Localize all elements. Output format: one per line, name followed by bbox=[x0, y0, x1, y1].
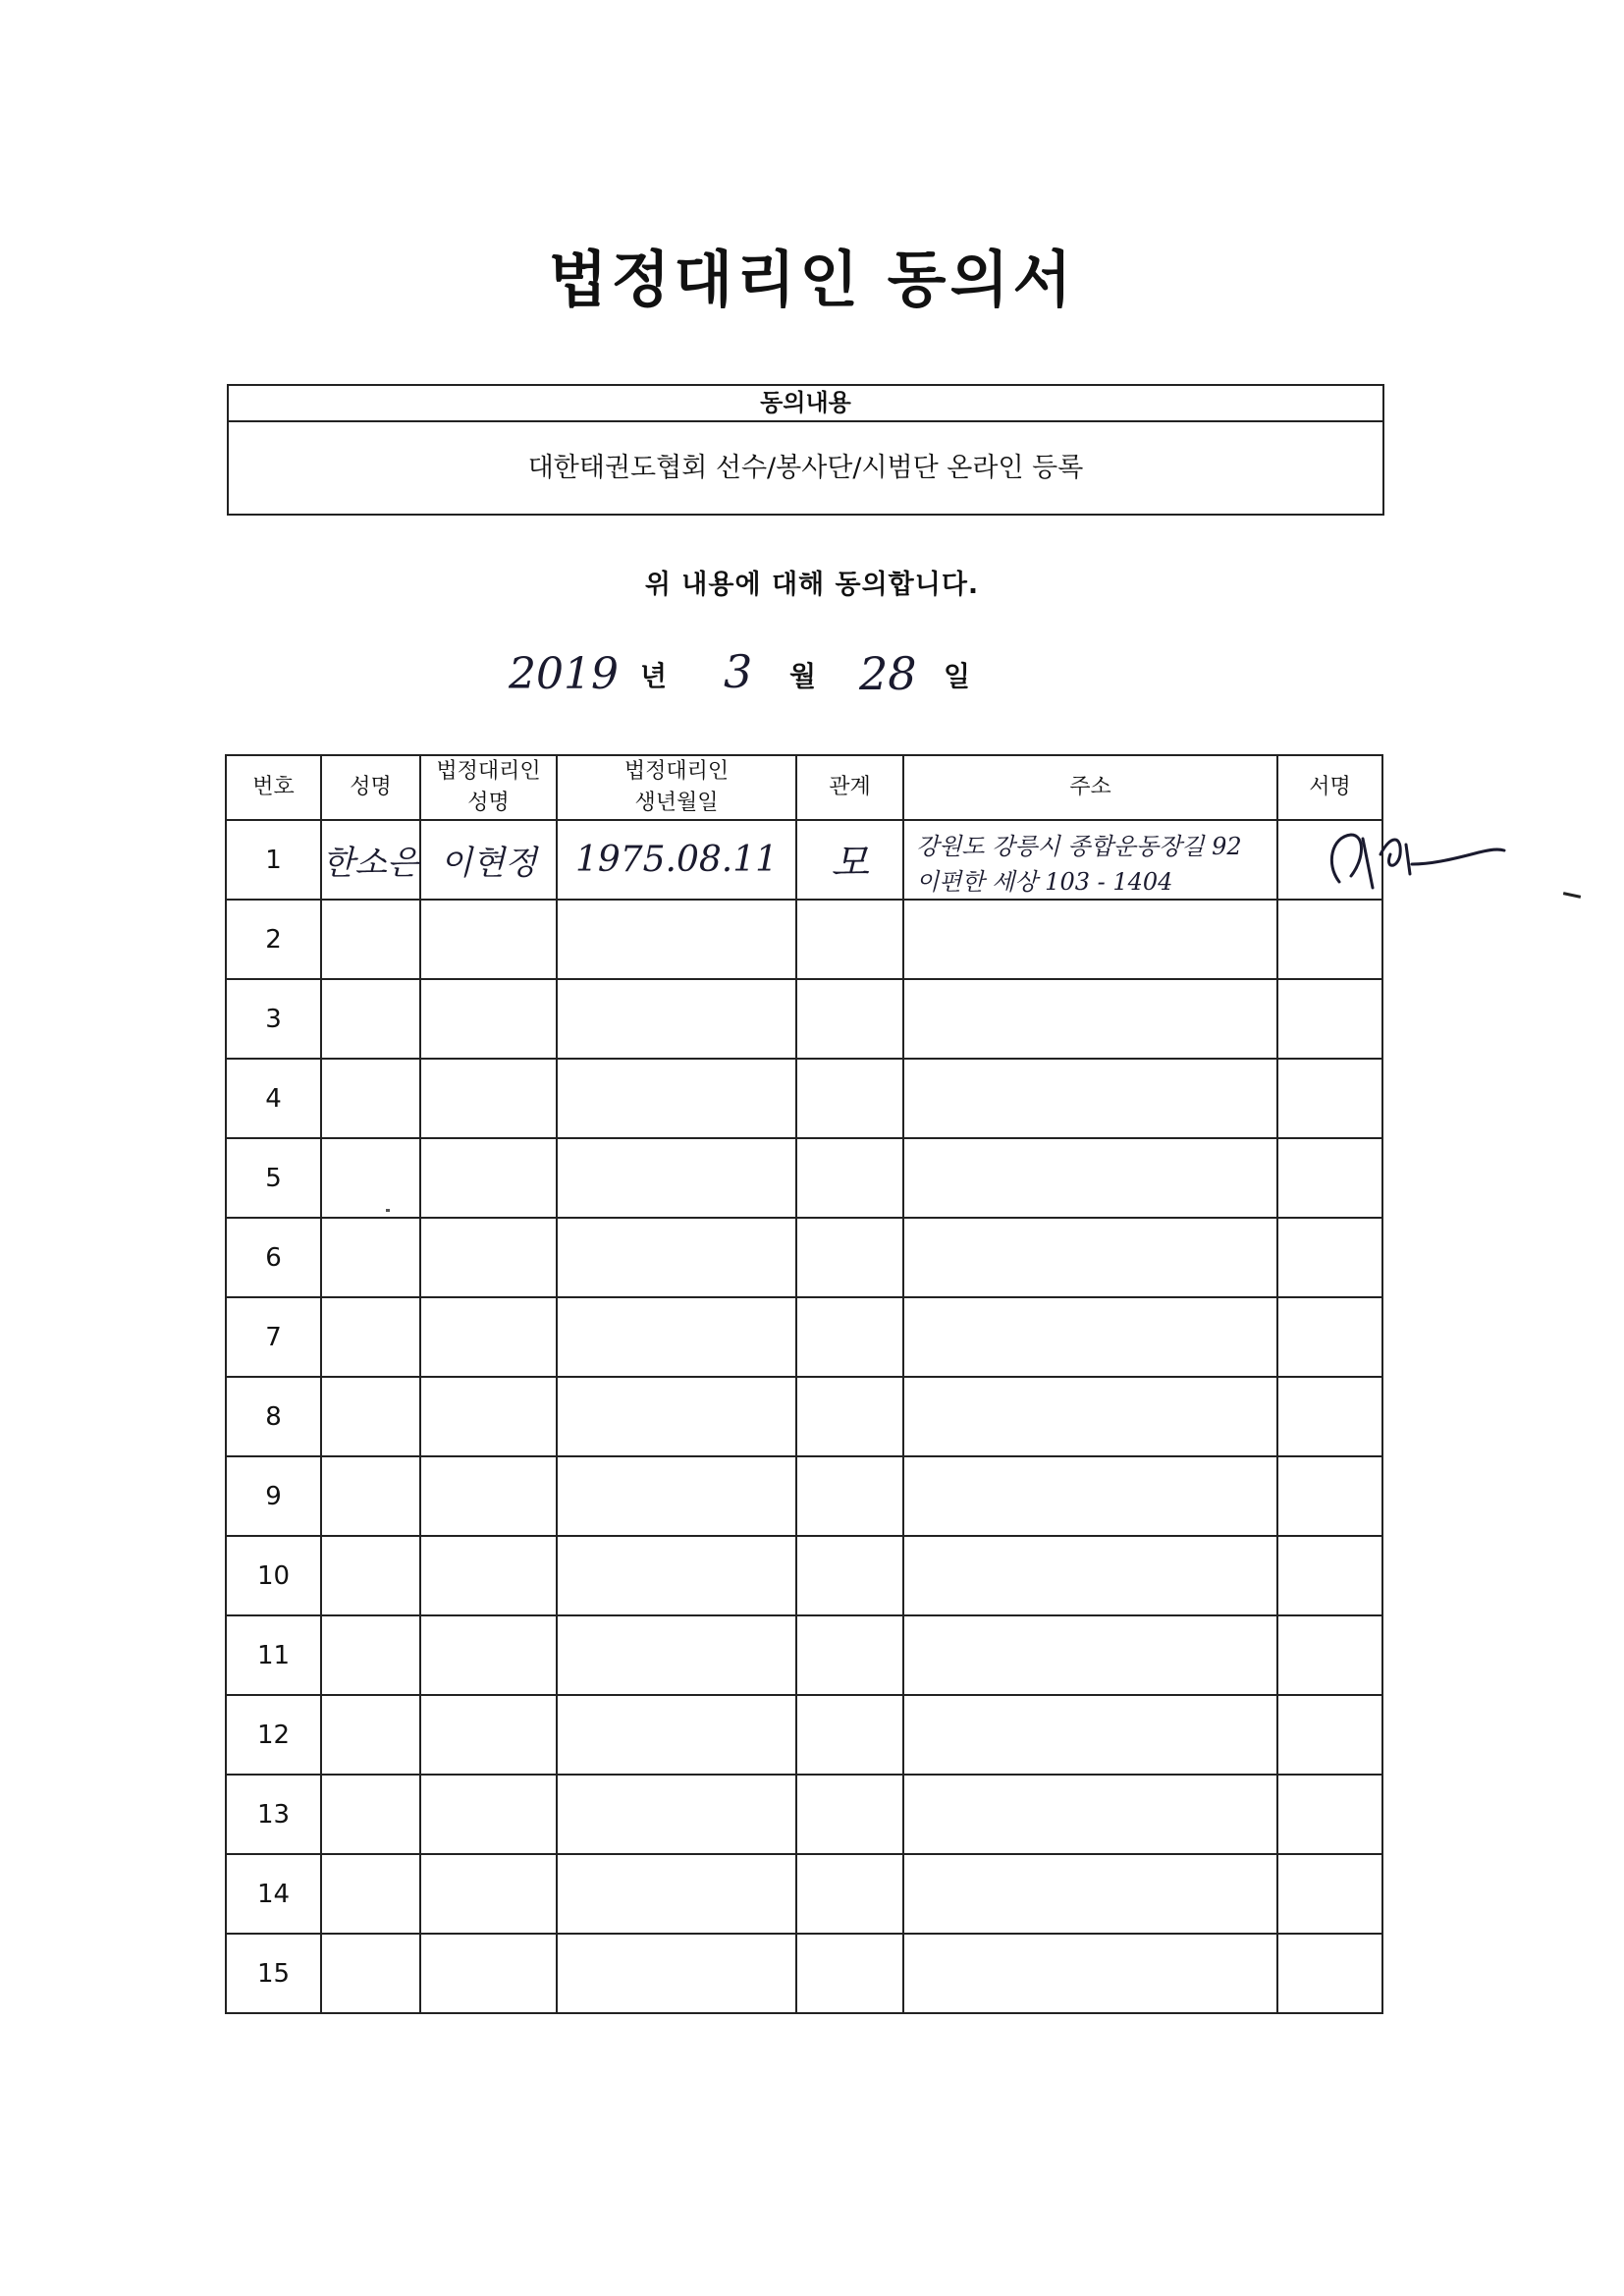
guardian-name-cell bbox=[420, 900, 557, 979]
guardian-name-cell bbox=[420, 979, 557, 1059]
guardian-dob-cell bbox=[557, 1059, 796, 1138]
guardian-dob-cell bbox=[557, 900, 796, 979]
guardian-name-cell bbox=[420, 1377, 557, 1456]
table-row bbox=[226, 1297, 1382, 1377]
table-row bbox=[226, 900, 1382, 979]
row-number: 14 bbox=[226, 1854, 321, 1934]
guardian-dob-cell bbox=[557, 1218, 796, 1297]
signature-cell bbox=[1277, 1934, 1382, 2013]
address-cell bbox=[903, 1059, 1277, 1138]
table-row bbox=[226, 1536, 1382, 1615]
guardian-dob-cell bbox=[557, 1138, 796, 1218]
table-row bbox=[226, 1456, 1382, 1536]
relation-cell bbox=[796, 1536, 903, 1615]
student-name-cell bbox=[321, 1138, 420, 1218]
guardian-name-cell bbox=[420, 1456, 557, 1536]
relation-handwritten: 모 bbox=[831, 841, 869, 886]
address-line1-handwritten: 강원도 강릉시 종합운동장길 92 bbox=[916, 833, 1242, 860]
row-number: 9 bbox=[226, 1456, 321, 1536]
guardian-dob-cell bbox=[557, 1854, 796, 1934]
date-month-unit: 월 bbox=[789, 660, 817, 692]
guardian-name-cell bbox=[420, 1934, 557, 2013]
signature-cell bbox=[1277, 1615, 1382, 1695]
header-guardian-dob-line1: 법정대리인 bbox=[623, 759, 730, 784]
date-year-handwritten: 2019 bbox=[509, 649, 619, 699]
relation-cell bbox=[796, 1138, 903, 1218]
signature-cell bbox=[1277, 1775, 1382, 1854]
guardian-name-cell bbox=[420, 820, 557, 900]
relation-cell bbox=[796, 900, 903, 979]
signature-cell bbox=[1277, 900, 1382, 979]
row-number: 3 bbox=[226, 979, 321, 1059]
address-cell bbox=[903, 1138, 1277, 1218]
consent-content-body: 대한태권도협회 선수/봉사단/시범단 온라인 등록 bbox=[527, 453, 1084, 483]
row-number: 1 bbox=[226, 820, 321, 900]
guardian-dob-cell bbox=[557, 1377, 796, 1456]
table-row bbox=[226, 1695, 1382, 1775]
header-signature: 서명 bbox=[1277, 755, 1382, 820]
guardian-dob-cell bbox=[557, 1934, 796, 2013]
header-guardian-name bbox=[420, 755, 557, 820]
student-name-cell bbox=[321, 1854, 420, 1934]
guardian-dob-cell bbox=[557, 1456, 796, 1536]
row-number: 11 bbox=[226, 1615, 321, 1695]
student-name-cell bbox=[321, 979, 420, 1059]
roster-body bbox=[226, 820, 1382, 2013]
relation-cell bbox=[796, 820, 903, 900]
address-cell bbox=[903, 1854, 1277, 1934]
date-day-unit: 일 bbox=[944, 660, 971, 692]
agreement-statement: 위 내용에 대해 동의합니다. bbox=[644, 570, 980, 600]
row-number: 6 bbox=[226, 1218, 321, 1297]
date-day-handwritten: 28 bbox=[859, 647, 917, 700]
relation-cell bbox=[796, 1775, 903, 1854]
student-name-cell bbox=[321, 1456, 420, 1536]
student-name-cell bbox=[321, 1615, 420, 1695]
address-cell bbox=[903, 979, 1277, 1059]
relation-cell bbox=[796, 1934, 903, 2013]
guardian-roster-table bbox=[225, 754, 1383, 2014]
signature-cell bbox=[1277, 1695, 1382, 1775]
signature-cell bbox=[1277, 820, 1382, 900]
guardian-name-cell bbox=[420, 1615, 557, 1695]
relation-cell bbox=[796, 1695, 903, 1775]
table-row bbox=[226, 1934, 1382, 2013]
roster-header bbox=[226, 755, 1382, 820]
signature-cell bbox=[1277, 1854, 1382, 1934]
row-number: 13 bbox=[226, 1775, 321, 1854]
guardian-name-cell bbox=[420, 1775, 557, 1854]
relation-cell bbox=[796, 1297, 903, 1377]
address-line2-handwritten: 이편한 세상 103 - 1404 bbox=[916, 868, 1173, 896]
consent-content-header: 동의내용 bbox=[229, 386, 1382, 422]
table-row bbox=[226, 979, 1382, 1059]
student-name-cell bbox=[321, 1934, 420, 2013]
table-row bbox=[226, 1218, 1382, 1297]
scan-mark bbox=[1563, 892, 1581, 899]
row-number: 15 bbox=[226, 1934, 321, 2013]
address-cell bbox=[903, 900, 1277, 979]
header-name: 성명 bbox=[321, 755, 420, 820]
student-name-handwritten: 한소은 bbox=[322, 844, 419, 883]
document-title: 법정대리인 동의서 bbox=[548, 244, 1076, 315]
relation-cell bbox=[796, 1615, 903, 1695]
student-name-cell bbox=[321, 1297, 420, 1377]
address-cell bbox=[903, 1377, 1277, 1456]
table-row bbox=[226, 1854, 1382, 1934]
row-number: 4 bbox=[226, 1059, 321, 1138]
scan-dot bbox=[386, 1209, 390, 1212]
signature-cell bbox=[1277, 1059, 1382, 1138]
guardian-name-handwritten: 이현정 bbox=[440, 844, 537, 883]
header-address: 주소 bbox=[903, 755, 1277, 820]
guardian-signature-image bbox=[1322, 825, 1508, 894]
address-cell bbox=[903, 1218, 1277, 1297]
header-guardian-dob bbox=[557, 755, 796, 820]
consent-content-box bbox=[227, 384, 1384, 516]
signature-cell bbox=[1277, 979, 1382, 1059]
address-cell bbox=[903, 1934, 1277, 2013]
row-number: 10 bbox=[226, 1536, 321, 1615]
address-cell bbox=[903, 1536, 1277, 1615]
row-number: 7 bbox=[226, 1297, 321, 1377]
address-cell bbox=[903, 1775, 1277, 1854]
address-cell bbox=[903, 1297, 1277, 1377]
table-row bbox=[226, 1615, 1382, 1695]
address-cell bbox=[903, 1695, 1277, 1775]
signature-cell bbox=[1277, 1456, 1382, 1536]
guardian-dob-cell bbox=[557, 1615, 796, 1695]
row-number: 5 bbox=[226, 1138, 321, 1218]
header-guardian-name-line2: 성명 bbox=[467, 791, 510, 815]
date-row bbox=[0, 643, 1624, 712]
signature-cell bbox=[1277, 1536, 1382, 1615]
guardian-name-cell bbox=[420, 1297, 557, 1377]
address-cell bbox=[903, 820, 1277, 900]
address-cell bbox=[903, 1456, 1277, 1536]
guardian-dob-cell bbox=[557, 979, 796, 1059]
guardian-dob-handwritten: 1975.08.11 bbox=[574, 840, 779, 880]
guardian-name-cell bbox=[420, 1059, 557, 1138]
header-relation: 관계 bbox=[796, 755, 903, 820]
signature-cell bbox=[1277, 1138, 1382, 1218]
table-row bbox=[226, 1059, 1382, 1138]
student-name-cell bbox=[321, 1695, 420, 1775]
address-cell bbox=[903, 1615, 1277, 1695]
student-name-cell bbox=[321, 820, 420, 900]
student-name-cell bbox=[321, 900, 420, 979]
guardian-name-cell bbox=[420, 1695, 557, 1775]
guardian-name-cell bbox=[420, 1218, 557, 1297]
table-row bbox=[226, 1775, 1382, 1854]
header-guardian-dob-line2: 생년월일 bbox=[634, 791, 719, 815]
student-name-cell bbox=[321, 1775, 420, 1854]
guardian-name-cell bbox=[420, 1138, 557, 1218]
date-year-unit: 년 bbox=[640, 660, 668, 692]
guardian-dob-cell bbox=[557, 820, 796, 900]
row-number: 8 bbox=[226, 1377, 321, 1456]
table-row bbox=[226, 1138, 1382, 1218]
relation-cell bbox=[796, 979, 903, 1059]
table-row bbox=[226, 1377, 1382, 1456]
relation-cell bbox=[796, 1456, 903, 1536]
relation-cell bbox=[796, 1218, 903, 1297]
student-name-cell bbox=[321, 1218, 420, 1297]
signature-cell bbox=[1277, 1377, 1382, 1456]
guardian-dob-cell bbox=[557, 1297, 796, 1377]
signature-cell bbox=[1277, 1218, 1382, 1297]
student-name-cell bbox=[321, 1059, 420, 1138]
header-guardian-name-line1: 법정대리인 bbox=[436, 759, 541, 784]
signature-cell bbox=[1277, 1297, 1382, 1377]
relation-cell bbox=[796, 1059, 903, 1138]
guardian-name-cell bbox=[420, 1854, 557, 1934]
row-number: 2 bbox=[226, 900, 321, 979]
header-no: 번호 bbox=[226, 755, 321, 820]
guardian-dob-cell bbox=[557, 1775, 796, 1854]
table-row bbox=[226, 820, 1382, 900]
date-month-handwritten: 3 bbox=[724, 645, 753, 698]
row-number: 12 bbox=[226, 1695, 321, 1775]
relation-cell bbox=[796, 1854, 903, 1934]
student-name-cell bbox=[321, 1536, 420, 1615]
student-name-cell bbox=[321, 1377, 420, 1456]
guardian-dob-cell bbox=[557, 1536, 796, 1615]
relation-cell bbox=[796, 1377, 903, 1456]
guardian-name-cell bbox=[420, 1536, 557, 1615]
guardian-dob-cell bbox=[557, 1695, 796, 1775]
